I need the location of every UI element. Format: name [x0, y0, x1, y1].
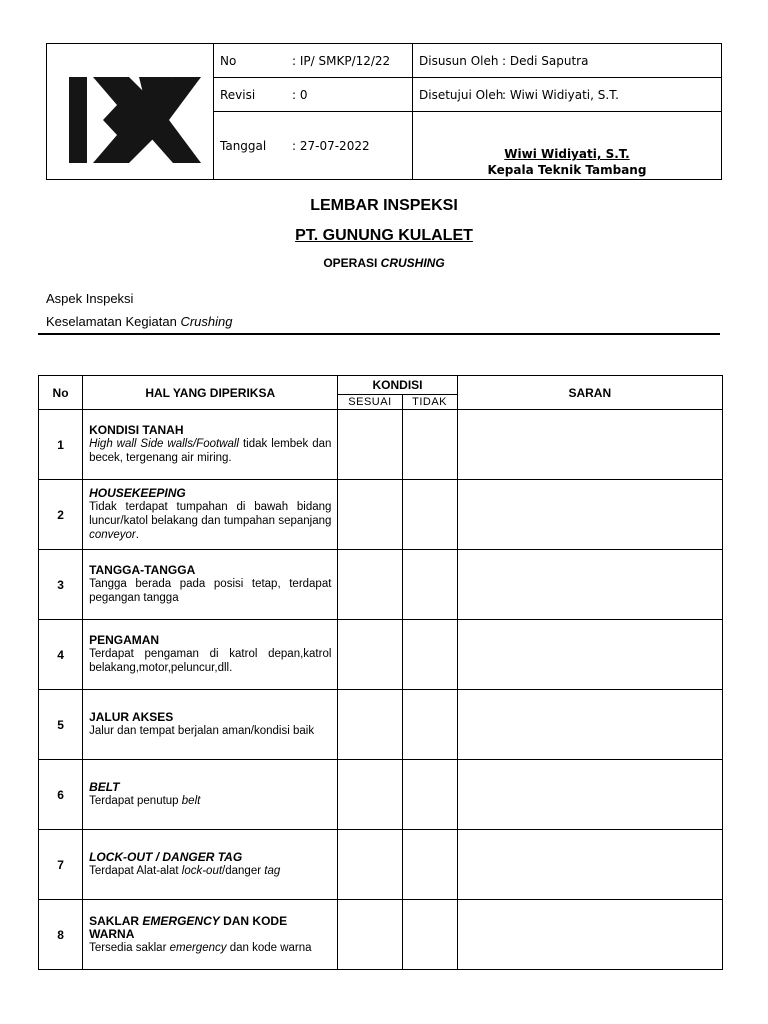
col-header-kondisi: KONDISI: [338, 376, 457, 395]
row-number: 5: [39, 690, 83, 760]
row-number: 8: [39, 900, 83, 970]
saran-input-cell[interactable]: [457, 620, 722, 690]
table-row: [39, 620, 723, 690]
table-row: [39, 550, 723, 620]
inspection-table: [38, 375, 723, 970]
sesuai-checkbox-cell[interactable]: [338, 830, 402, 900]
row-number: 4: [39, 620, 83, 690]
tidak-checkbox-cell[interactable]: [402, 690, 457, 760]
form-title: LEMBAR INSPEKSI: [310, 197, 458, 214]
prepared-by: Disusun Oleh : Dedi Saputra: [419, 54, 589, 68]
company-logo: [69, 77, 201, 163]
saran-input-cell[interactable]: [457, 830, 722, 900]
col-header-tidak: TIDAK: [402, 395, 457, 410]
sesuai-checkbox-cell[interactable]: [338, 760, 402, 830]
date: Tanggal : 27-07-2022: [220, 139, 370, 153]
tidak-checkbox-cell[interactable]: [402, 900, 457, 970]
tidak-checkbox-cell[interactable]: [402, 550, 457, 620]
table-row: [39, 830, 723, 900]
operation-title: OPERASI CRUSHING: [323, 256, 445, 270]
tidak-checkbox-cell[interactable]: [402, 480, 457, 550]
row-number: 1: [39, 410, 83, 480]
tidak-checkbox-cell[interactable]: [402, 760, 457, 830]
saran-input-cell[interactable]: [457, 480, 722, 550]
sesuai-checkbox-cell[interactable]: [338, 690, 402, 760]
doc-info-cell: [213, 44, 413, 179]
table-row: [39, 760, 723, 830]
sesuai-checkbox-cell[interactable]: [338, 410, 402, 480]
check-item: SAKLAR EMERGENCY DAN KODE WARNA Tersedia saklar emergency dan kode warna: [83, 900, 338, 970]
saran-input-cell[interactable]: [457, 760, 722, 830]
col-header-saran: SARAN: [457, 376, 722, 410]
col-header-sesuai: SESUAI: [338, 395, 402, 410]
sesuai-checkbox-cell[interactable]: [338, 900, 402, 970]
table-row: [39, 410, 723, 480]
table-row: [39, 480, 723, 550]
table-row: [39, 900, 723, 970]
tidak-checkbox-cell[interactable]: [402, 620, 457, 690]
approved-by: Disetujui Oleh: Wiwi Widiyati, S.T.: [419, 88, 619, 102]
logo-cell: [47, 44, 214, 179]
row-number: 3: [39, 550, 83, 620]
sesuai-checkbox-cell[interactable]: [338, 550, 402, 620]
revision: Revisi : 0: [220, 88, 308, 102]
tidak-checkbox-cell[interactable]: [402, 410, 457, 480]
saran-input-cell[interactable]: [457, 690, 722, 760]
sesuai-checkbox-cell[interactable]: [338, 480, 402, 550]
aspect-label: Aspek Inspeksi: [46, 291, 134, 306]
row-number: 7: [39, 830, 83, 900]
check-item: LOCK-OUT / DANGER TAG Terdapat Alat-alat lock-out/danger tag: [83, 830, 338, 900]
check-item: TANGGA-TANGGA Tangga berada pada posisi tetap, terdapat pegangan tangga: [83, 550, 338, 620]
aspect-value: Keselamatan Kegiatan Crushing: [46, 314, 233, 329]
row-number: 2: [39, 480, 83, 550]
saran-input-cell[interactable]: [457, 900, 722, 970]
check-item: KONDISI TANAH High wall Side walls/Footwall tidak lembek dan becek, tergenang air miring.: [83, 410, 338, 480]
saran-input-cell[interactable]: [457, 550, 722, 620]
row-number: 6: [39, 760, 83, 830]
document-header: [46, 43, 722, 180]
doc-number: No : IP/ SMKP/12/22: [220, 54, 391, 68]
check-item: JALUR AKSES Jalur dan tempat berjalan aman/kondisi baik: [83, 690, 338, 760]
tidak-checkbox-cell[interactable]: [402, 830, 457, 900]
company-name: PT. GUNUNG KULALET: [295, 227, 473, 244]
col-header-no: No: [39, 376, 83, 410]
col-header-hal: HAL YANG DIPERIKSA: [83, 376, 338, 410]
check-item: BELT Terdapat penutup belt: [83, 760, 338, 830]
signatory-position: Kepala Teknik Tambang: [487, 163, 647, 177]
approval-cell: [413, 44, 721, 179]
signatory-name: Wiwi Widiyati, S.T.: [504, 147, 630, 161]
table-row: [39, 690, 723, 760]
saran-input-cell[interactable]: [457, 410, 722, 480]
sesuai-checkbox-cell[interactable]: [338, 620, 402, 690]
check-item: HOUSEKEEPING Tidak terdapat tumpahan di bawah bidang luncur/katol belakang dan tumpahan sepanjang conveyor.: [83, 480, 338, 550]
check-item: PENGAMAN Terdapat pengaman di katrol depan,katrol belakang,motor,peluncur,dll.: [83, 620, 338, 690]
section-divider: [38, 333, 720, 335]
